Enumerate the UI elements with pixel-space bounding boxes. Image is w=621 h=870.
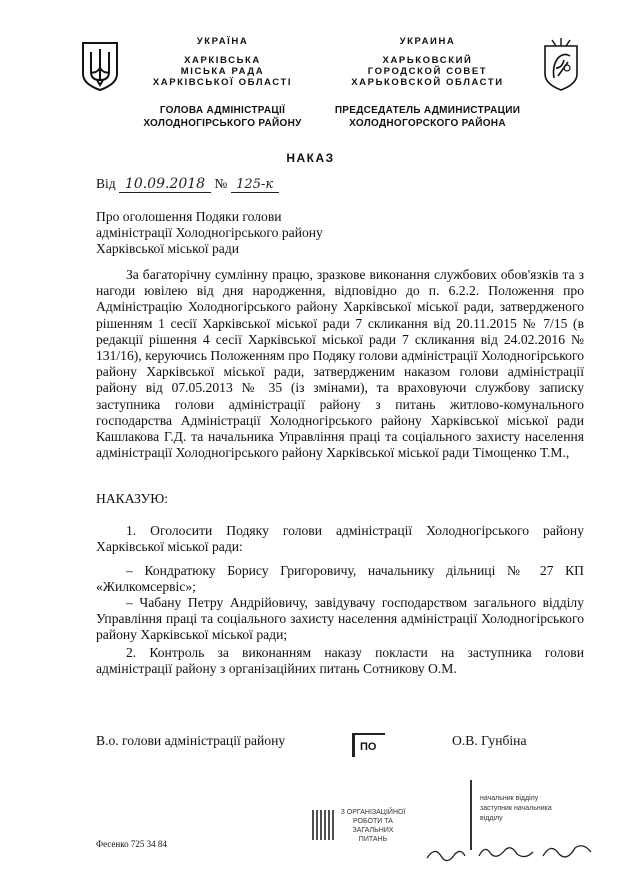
order-item-1b: – Чабану Петру Андрійовичу, завідувачу господарством загального відділу Управління праці та соціального захисту населення адміністрації Холодногірського району Харківської міської ради; <box>96 595 584 643</box>
header-left-office <box>130 104 315 130</box>
header-right-office-line2: ХОЛОДНОГОРСКОГО РАЙОНА <box>349 118 506 129</box>
header-left-office-line2: ХОЛОДНОГІРСЬКОГО РАЙОНУ <box>143 118 302 129</box>
office-stamp <box>352 733 385 757</box>
order-item-1a: – Кондратюку Борису Григоровичу, начальнику дільниці № 27 КП «Жилкомсервіс»; <box>96 563 584 595</box>
header-left-city-line1: ХАРКІВСЬКА <box>184 55 261 66</box>
header-right-country: УКРАИНА <box>399 36 456 47</box>
office-stamp-text: ПО <box>360 741 377 753</box>
order-word: НАКАЗУЮ: <box>96 491 169 506</box>
subject <box>96 209 396 258</box>
signature-position: В.о. голови адміністрації району <box>96 733 286 748</box>
header-right-office-line1: ПРЕДСЕДАТЕЛЬ АДМИНИСТРАЦИИ <box>334 105 521 116</box>
header-left-city-line2: МІСЬКА РАДА <box>180 66 265 77</box>
date-value: 10.09.2018 <box>119 176 211 193</box>
header-right-city-line1: ХАРЬКОВСКИЙ <box>382 55 473 66</box>
dept-stamp-line3: ЗАГАЛЬНИХ ПИТАНЬ <box>352 827 394 843</box>
date-prefix: Від <box>96 176 116 191</box>
handwritten-signature <box>425 838 600 864</box>
ukraine-coat-of-arms-icon <box>80 40 120 92</box>
header-right <box>320 36 535 88</box>
subject-line3: Харківської міської ради <box>96 241 240 257</box>
signature-name: О.В. Гунбіна <box>452 733 527 748</box>
header-right-office <box>320 104 535 130</box>
doc-type-title: НАКАЗ <box>286 151 335 165</box>
header-left-country: УКРАЇНА <box>196 36 249 47</box>
dept-stamp-line1: З ОРГАНІЗАЦІЙНОЇ <box>340 809 406 816</box>
header-left-city-line3: ХАРКІВСЬКОЇ ОБЛАСТІ <box>152 77 293 88</box>
executor-info: Фесенко 725 34 84 <box>96 839 167 849</box>
header-right-city-line3: ХАРЬКОВСКОЙ ОБЛАСТИ <box>351 77 504 88</box>
order-item-2: 2. Контроль за виконанням наказу покласти на заступника голови адміністрації району з організаційних питань Сотникову О.М. <box>96 645 584 677</box>
header-left <box>130 36 315 88</box>
number-prefix: № <box>214 176 228 191</box>
subject-line2: адміністрації Холодногірського району <box>96 225 323 241</box>
kharkiv-coat-of-arms-icon <box>542 38 580 92</box>
date-number-line <box>96 176 279 193</box>
barcode-icon <box>312 810 334 840</box>
preamble-paragraph: За багаторічну сумлінну працю, зразкове виконання службових обов'язків та з нагоди ювілею від дня народження, відповідно до п. 6.2.2. Положення про Адміністрацію Холодногірського району Харківської міської ради, затвердженого рішенням 1 сесії Харківської міської ради 7 скликання від 20.11.2015 № 7/15 (в редакції рішення 4 сесії Харківської міської ради 7 скликання від 24.02.2016 № 131/16), керуючись Положенням про Подяку голови адміністрації Холодногірського району Харківської міської ради, затвердженим наказом голови адміністрації району від 07.05.2013 № 35 (із змінами), та враховуючи службову записку заступника голови адміністрації району з питань житлово-комунального господарства Адміністрації Холодногірського району Харківської міської ради Кашлакова Г.Д. та начальника Управління праці та соціального захисту населення адміністрації Холодногірського району Харківської міської ради Тімощенко Т.М., <box>96 267 584 461</box>
header-right-city-line2: ГОРОДСКОЙ СОВЕТ <box>367 66 488 77</box>
department-stamp <box>310 806 425 844</box>
dept-stamp-line2: РОБОТИ ТА <box>353 818 393 825</box>
approval-line1: начальник відділу <box>480 795 539 802</box>
approval-line3: відділу <box>480 815 503 822</box>
subject-line1: Про оголошення Подяки голови <box>96 209 282 224</box>
header-left-office-line1: ГОЛОВА АДМІНІСТРАЦІЇ <box>159 105 286 116</box>
number-value: 125-к <box>231 177 279 193</box>
order-item-1: 1. Оголосити Подяку голови адміністрації Холодногірського району Харківської міської ради: <box>96 523 584 555</box>
approval-line2: заступник начальника <box>480 805 552 812</box>
